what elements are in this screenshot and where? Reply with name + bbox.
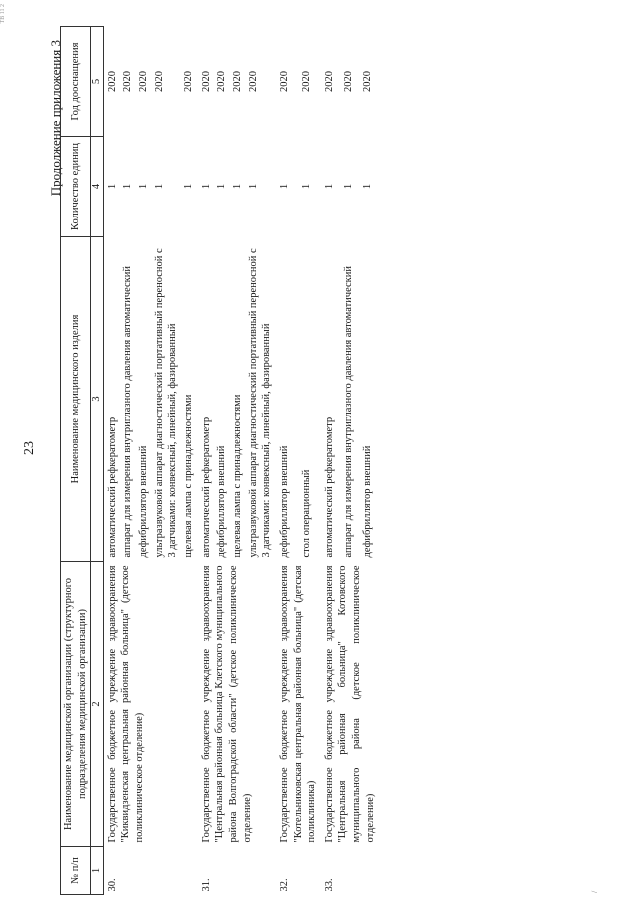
medical-item: аппарат для измерения внутриглазного давления автоматический: [122, 265, 134, 558]
unit-count: 1: [342, 183, 354, 190]
column-number: 5: [91, 27, 104, 137]
unit-count: 1: [300, 183, 312, 190]
page-number: 23: [22, 441, 37, 455]
table-row: [103, 27, 121, 895]
row-number: [247, 847, 276, 895]
header-number: № п/п: [61, 847, 91, 895]
row-number: 31.: [200, 878, 212, 892]
header-year: Год дооснащения: [61, 27, 91, 137]
continuation-caption: Продолжение приложения 3: [48, 40, 63, 197]
medical-item: дефибриллятор внешний: [138, 445, 150, 558]
equipment-year: 2020: [342, 71, 354, 92]
organization-name: Государственное бюджетное учреждение здравоохранения "Киквидзенская центральная районная больница" (детское поликлиническое отделение): [106, 565, 146, 843]
equipment-year: 2020: [106, 71, 118, 92]
equipment-year: 2020: [200, 71, 212, 92]
equipment-year: 2020: [183, 71, 195, 92]
unit-count: 1: [361, 183, 373, 190]
organization-name: Государственное бюджетное учреждение здравоохранения "Центральная районная больница" Котовского муниципального района (детское поликлиническое отделение): [323, 565, 376, 843]
medical-item: автоматический рефкератометр: [106, 416, 118, 558]
equipment-table: [60, 26, 379, 895]
medical-item: автоматический рефкератометр: [323, 416, 335, 558]
unit-count: 1: [231, 183, 243, 190]
medical-item: автоматический рефкератометр: [200, 416, 212, 558]
equipment-year: 2020: [138, 71, 150, 92]
unit-count: 1: [323, 183, 335, 190]
table-row: [198, 27, 216, 895]
header-row: [61, 27, 91, 895]
unit-count: 1: [216, 183, 228, 190]
row-number: [182, 847, 198, 895]
medical-item: щелевая лампа с принадлежностями: [183, 394, 195, 558]
side-mark: /: [590, 890, 599, 893]
column-number: 2: [91, 562, 104, 847]
unit-count: 1: [106, 183, 118, 190]
header-organization: Наименование медицинской организации (структурного подразделения медицинской организации): [61, 562, 91, 847]
organization-name: Государственное бюджетное учреждение здравоохранения "Центральная районная больница Клетского муниципального района Волгоградской области" (детское поликлиническое отделение): [200, 565, 253, 843]
column-number: 1: [91, 847, 104, 895]
equipment-year: 2020: [231, 71, 243, 92]
medical-item: дефибриллятор внешний: [216, 445, 228, 558]
unit-count: 1: [122, 183, 134, 190]
row-number: [153, 847, 182, 895]
medical-item: дефибриллятор внешний: [278, 445, 290, 558]
equipment-year: 2020: [361, 71, 373, 92]
medical-item: ультразвуковой аппарат диагностический портативный переносной с 3 датчиками: конвексный, линейный, фазированный: [153, 248, 179, 558]
header-item: Наименование медицинского изделия: [61, 237, 91, 562]
column-number-row: [91, 27, 104, 895]
unit-count: 1: [138, 183, 150, 190]
equipment-year: 2020: [153, 71, 165, 92]
medical-item: дефибриллятор внешний: [361, 445, 373, 558]
row-number: 33.: [323, 878, 335, 892]
medical-item: стол операционный: [300, 469, 312, 558]
row-number: [361, 847, 380, 895]
equipment-year: 2020: [122, 71, 134, 92]
row-number: [215, 847, 231, 895]
header-count: Количество единиц: [61, 137, 91, 237]
organization-name: Государственное бюджетное учреждение здравоохранения "Котельниковская центральная районная больница" (детская поликлиника): [278, 565, 318, 843]
equipment-year: 2020: [278, 71, 290, 92]
unit-count: 1: [153, 183, 165, 190]
row-number: [342, 847, 361, 895]
medical-item: щелевая лампа с принадлежностями: [231, 394, 243, 558]
row-number: [300, 847, 321, 895]
medical-item: ультразвуковой аппарат диагностический портативный переносной с 3 датчиками: конвексный, линейный, фазированный: [247, 248, 273, 558]
unit-count: 1: [183, 183, 195, 190]
corner-mark: ТВ 11 2: [0, 4, 6, 24]
row-number: [137, 847, 153, 895]
table-row: [321, 27, 342, 895]
unit-count: 1: [247, 183, 259, 190]
column-number: 4: [91, 137, 104, 237]
equipment-year: 2020: [300, 71, 312, 92]
unit-count: 1: [200, 183, 212, 190]
equipment-year: 2020: [216, 71, 228, 92]
unit-count: 1: [278, 183, 290, 190]
medical-item: аппарат для измерения внутриглазного давления автоматический: [342, 265, 354, 558]
table-row: [276, 27, 300, 895]
row-number: [121, 847, 137, 895]
row-number: 32.: [278, 878, 290, 892]
row-number: [231, 847, 247, 895]
column-number: 3: [91, 237, 104, 562]
equipment-year: 2020: [323, 71, 335, 92]
equipment-year: 2020: [247, 71, 259, 92]
row-number: 30.: [106, 878, 118, 892]
